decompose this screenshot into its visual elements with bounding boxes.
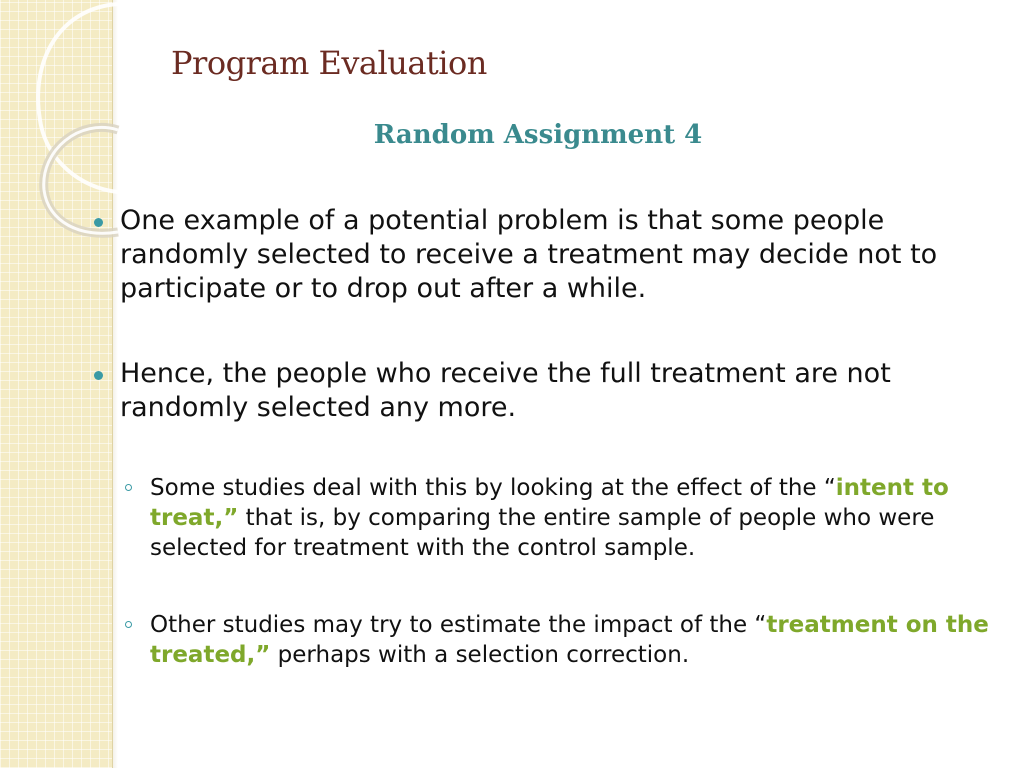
- highlighted-term: intent to treat,”: [150, 475, 949, 531]
- sub-bullet-text: that is, by comparing the entire sample of people who were selected for treatment with the control sample.: [150, 505, 935, 561]
- bullet-item: [90, 204, 1000, 306]
- bullet-text: One example of a potential problem is that some people randomly selected to receive a treatment may decide not to participate or to drop out after a while.: [120, 205, 938, 304]
- bullet-text: Hence, the people who receive the full treatment are not randomly selected any more.: [120, 358, 891, 423]
- sub-bullet-text: perhaps with a selection correction.: [270, 642, 690, 668]
- sub-bullet-item: [150, 610, 1000, 670]
- slide-title: Program Evaluation: [171, 44, 487, 82]
- slide-subtitle: Random Assignment 4: [373, 120, 703, 150]
- sub-bullet-ring-icon: [125, 484, 132, 491]
- sub-bullet-ring-icon: [125, 621, 132, 628]
- sub-bullet-text: Other studies may try to estimate the impact of the “: [150, 612, 767, 638]
- bullet-list: [90, 204, 1000, 670]
- sub-bullet-text: Some studies deal with this by looking at the effect of the “: [150, 475, 836, 501]
- sub-bullet-list: [90, 473, 1000, 670]
- bullet-dot-icon: [94, 371, 103, 380]
- bullet-item: [90, 357, 1000, 425]
- bullet-dot-icon: [94, 218, 103, 227]
- sub-bullet-item: [150, 473, 1000, 563]
- highlighted-term: treatment on the treated,”: [150, 612, 989, 668]
